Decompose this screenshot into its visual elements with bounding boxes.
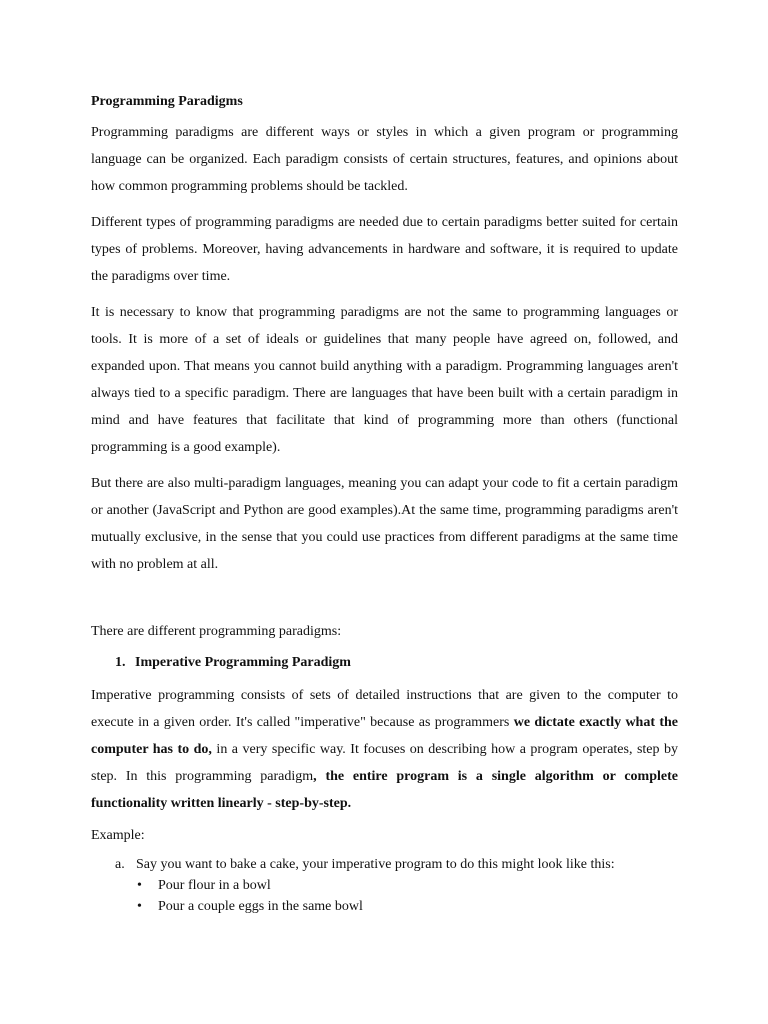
- example-item-text: Say you want to bake a cake, your imperative program to do this might look like this:: [136, 857, 615, 872]
- paragraph-imperative: [91, 682, 678, 817]
- imperative-bold-2: , the entire program is a single algorithm or complete functionality written linearly - step-by-step.: [91, 769, 678, 811]
- bullet-icon: •: [137, 899, 142, 914]
- bullet-icon: •: [137, 878, 142, 893]
- section-number: 1.: [115, 655, 126, 670]
- imperative-text-2: in a very specific way. It focuses on describing how a program operates, step by step. In this programming paradigm: [91, 742, 678, 784]
- paragraph-not-languages: It is necessary to know that programming paradigms are not the same to programming languages or tools. It is more of a set of ideals or guidelines that many people have agreed on, followed, and expanded upon. That means you cannot build anything with a paradigm. Programming languages aren't always tied to a specific paradigm. There are languages that have been built with a certain paradigm in mind and have features that facilitate that kind of programming more than others (functional programming is a good example).: [91, 305, 678, 455]
- section-heading-imperative: [91, 653, 678, 672]
- paragraph-intro: Programming paradigms are different ways or styles in which a given program or programming language can be organized. Each paradigm consists of certain structures, features, and opinions about how common programming problems should be tackled.: [91, 125, 678, 194]
- paradigms-lead-text: There are different programming paradigms:: [91, 624, 342, 639]
- document-page: [91, 92, 678, 917]
- bullet-text: Pour a couple eggs in the same bowl: [158, 899, 363, 914]
- paragraph-multi-paradigm: But there are also multi-paradigm languages, meaning you can adapt your code to fit a certain paradigm or another (JavaScript and Python are good examples).At the same time, programming paradigms aren't mutually exclusive, in the sense that you could use practices from different paradigms at the same time with no problem at all.: [91, 476, 678, 572]
- imperative-text-1: Imperative programming consists of sets of detailed instructions that are given to the computer to execute in a given order. It's called "imperative" because as programmers: [91, 688, 678, 730]
- section-heading-text: Imperative Programming Paradigm: [135, 655, 351, 670]
- bullet-text: Pour flour in a bowl: [158, 878, 271, 893]
- example-item-letter: a.: [115, 857, 125, 872]
- paragraph-why-paradigms: Different types of programming paradigms are needed due to certain paradigms better suited for certain types of problems. Moreover, having advancements in hardware and software, it is required to update the paradigms over time.: [91, 215, 678, 284]
- example-item-a: [91, 855, 678, 874]
- list-item: [136, 875, 678, 896]
- imperative-bold-1: we dictate exactly what the computer has to do,: [91, 715, 679, 757]
- document-title: Programming Paradigms: [91, 94, 243, 109]
- example-label: Example:: [91, 828, 145, 843]
- list-item: [136, 896, 678, 917]
- example-bullet-list: [91, 875, 678, 917]
